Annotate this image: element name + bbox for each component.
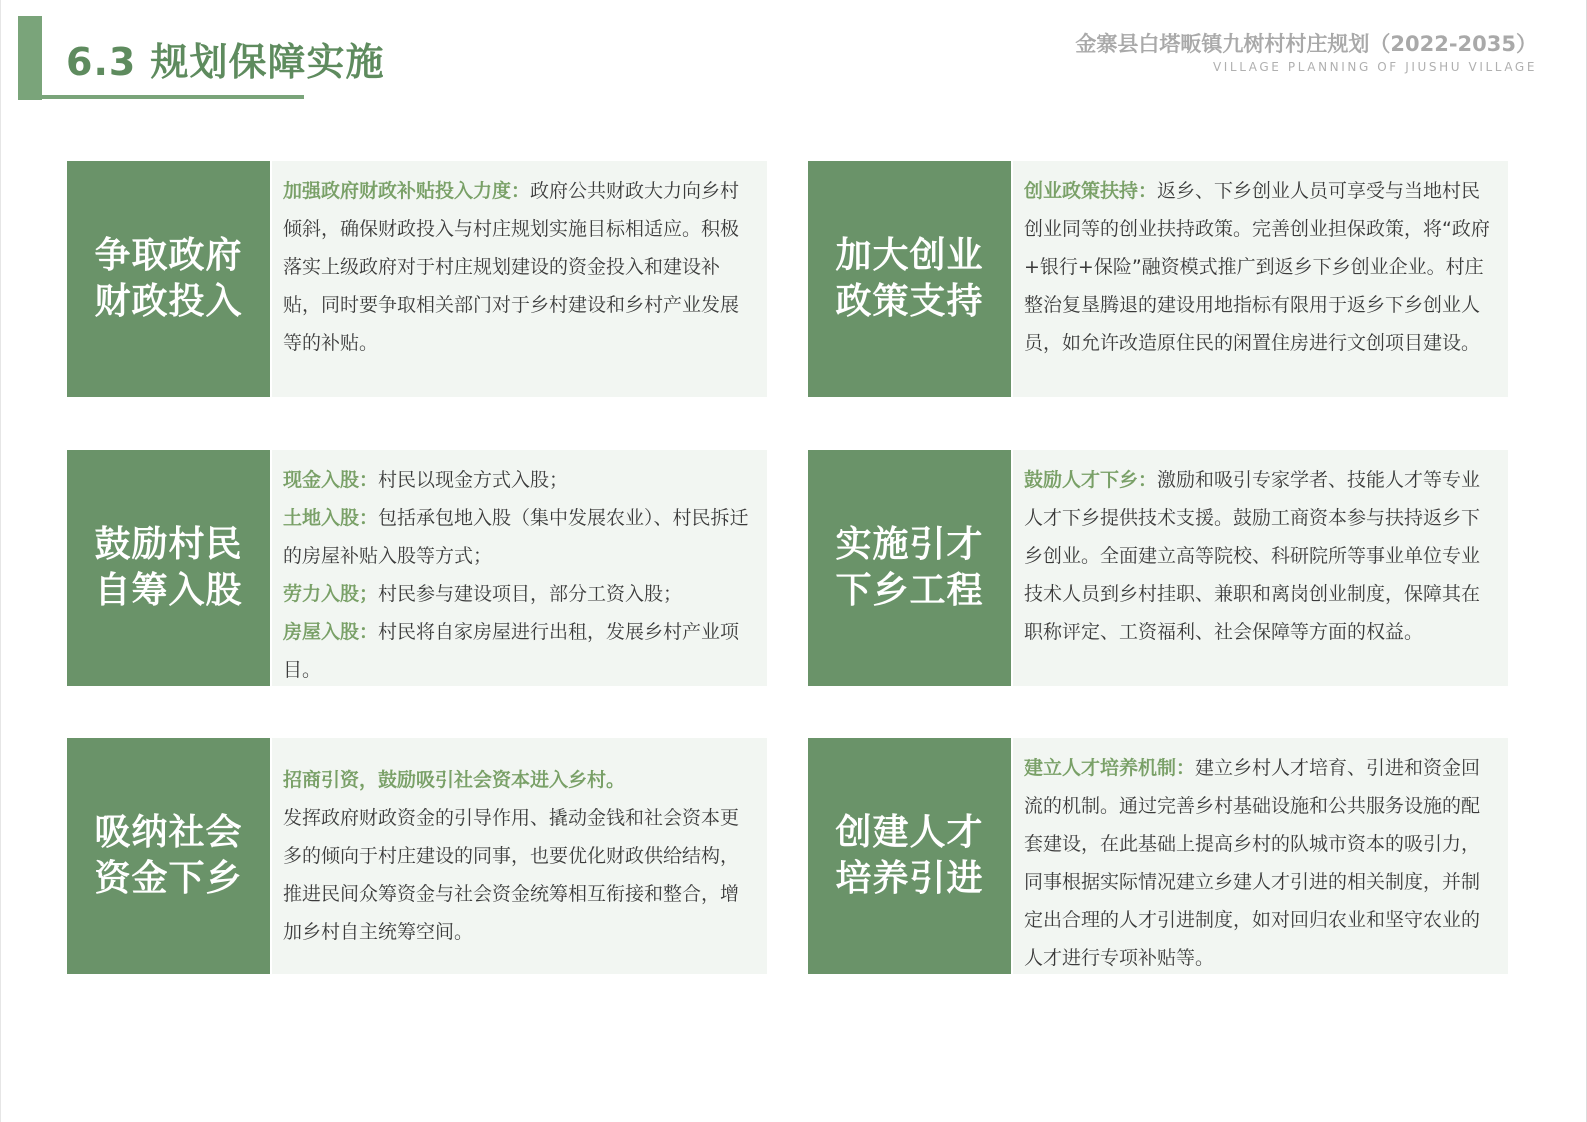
title-underline [42,95,304,99]
card-label-line: 财政投入 [94,281,243,322]
card-label-line: 下乡工程 [835,570,984,611]
card-villager-shares [67,450,767,686]
card-label [808,738,1011,974]
card-paragraph [283,172,757,362]
card-text: 包括承包地入股（集中发展农业）、村民拆迁的房屋补贴入股等方式； [283,507,749,567]
card-label-line: 培养引进 [835,858,984,899]
card-government-finance [67,161,767,397]
card-paragraph [283,461,757,499]
card-text: 激励和吸引专家学者、技能人才等专业人才下乡提供技术支援。鼓励工商资本参与扶持返乡下乡创业。全面建立高等院校、科研院所等事业单位专业技术人员到乡村挂职、兼职和离岗创业制度，保障其在职称评定、工资福利、社会保障等方面的权益。 [1024,469,1481,643]
card-label-line: 争取政府 [94,235,243,276]
card-text: 发挥政府财政资金的引导作用、撬动金钱和社会资本更多的倾向于村庄建设的同事，也要优化财政供给结构，推进民间众筹资金与社会资金统筹相互衔接和整合，增加乡村自主统筹空间。 [283,807,740,943]
card-keyword: 创业政策扶持： [1024,180,1158,202]
card-paragraph [283,799,757,951]
card-label [67,450,270,686]
card-keyword: 房屋入股： [283,621,379,643]
document-subtitle: VILLAGE PLANNING OF JIUSHU VILLAGE [1212,60,1537,74]
title-accent-bar [18,16,42,100]
card-keyword: 鼓励人才下乡： [1024,469,1158,491]
card-social-capital [67,738,767,974]
card-text: 返乡、下乡创业人员可享受与当地村民创业同等的创业扶持政策。完善创业担保政策，将“政府+银行+保险”融资模式推广到返乡下乡创业企业。村庄整治复垦腾退的建设用地指标有限用于返乡下乡创业人员，如允许改造原住民的闲置住房进行文创项目建设。 [1024,180,1490,354]
card-talent-cultivation [808,738,1508,974]
card-keyword: 劳力入股； [283,583,379,605]
card-paragraph [1024,172,1498,362]
card-label-line: 加大创业 [835,235,984,276]
card-paragraph [283,761,757,799]
document-title: 金寨县白塔畈镇九树村村庄规划（2022-2035） [1075,32,1537,56]
card-label [67,738,270,974]
card-paragraph [283,613,757,689]
card-label-line: 政策支持 [835,281,984,322]
card-keyword: 招商引资，鼓励吸引社会资本进入乡村。 [283,769,626,791]
page-title: 6.3 规划保障实施 [66,40,385,84]
card-paragraph [1024,461,1498,651]
card-label-line: 吸纳社会 [94,812,243,853]
card-label-line: 创建人才 [835,812,984,853]
card-paragraph [1024,749,1498,977]
card-text: 村民参与建设项目，部分工资入股； [378,583,683,605]
card-label [67,161,270,397]
card-text: 村民将自家房屋进行出租，发展乡村产业项目。 [283,621,740,681]
card-body [1013,161,1508,397]
card-body [272,738,767,974]
card-keyword: 加强政府财政补贴投入力度： [283,180,531,202]
card-entrepreneurship-policy [808,161,1508,397]
card-label [808,161,1011,397]
card-paragraph [283,499,757,575]
card-body [272,161,767,397]
card-talent-to-countryside [808,450,1508,686]
card-body [1013,738,1508,974]
card-text: 政府公共财政大力向乡村倾斜，确保财政投入与村庄规划实施目标相适应。积极落实上级政府对于村庄规划建设的资金投入和建设补贴，同时要争取相关部门对于乡村建设和乡村产业发展等的补贴。 [283,180,740,354]
card-body [272,450,767,686]
card-text: 建立乡村人才培育、引进和资金回流的机制。通过完善乡村基础设施和公共服务设施的配套建设，在此基础上提高乡村的队城市资本的吸引力，同事根据实际情况建立乡建人才引进的相关制度，并制定出合理的人才引进制度，如对回归农业和坚守农业的人才进行专项补贴等。 [1024,757,1481,969]
card-paragraph [283,575,757,613]
card-keyword: 土地入股： [283,507,379,529]
card-keyword: 建立人才培养机制： [1024,757,1196,779]
card-text: 村民以现金方式入股； [378,469,569,491]
card-label-line: 自筹入股 [94,570,243,611]
card-label-line: 资金下乡 [94,858,243,899]
card-label-line: 实施引才 [835,524,984,565]
card-label-line: 鼓励村民 [94,524,243,565]
page-left-border [0,0,1,1122]
card-body [1013,450,1508,686]
card-label [808,450,1011,686]
document-header [1075,30,1537,76]
card-keyword: 现金入股： [283,469,379,491]
